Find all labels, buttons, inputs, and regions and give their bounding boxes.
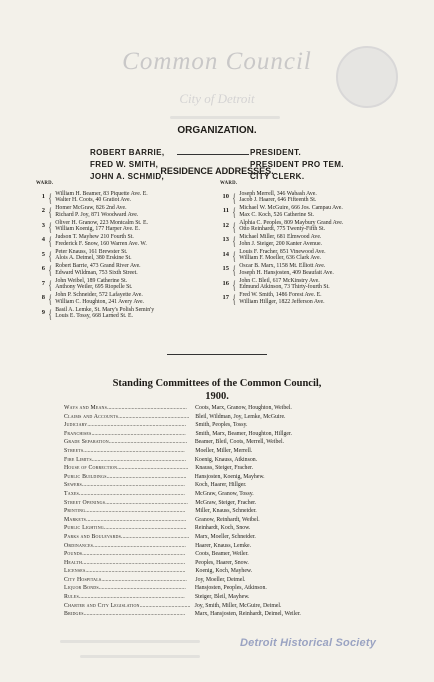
ward-members [55, 205, 138, 218]
committee-name: Liquor Bonds [64, 585, 99, 592]
committee-name: Street Openings [64, 499, 106, 506]
committee-name: Franchises [64, 430, 92, 437]
ward-members [55, 249, 131, 262]
committee-row [64, 610, 394, 619]
committee-name: Printing [64, 508, 86, 515]
divider [167, 354, 267, 355]
masthead-title: Common Council [122, 48, 312, 75]
residence-column-left [36, 181, 226, 321]
committee-name: Pounds [64, 551, 83, 558]
ward-members [55, 263, 140, 276]
ward-number: 15 [222, 265, 229, 273]
divider [177, 154, 249, 155]
leader-dots: ....................................................... [106, 473, 187, 480]
ward-members [55, 191, 147, 204]
committee-name: Fire Limits [64, 456, 92, 463]
ward-entry [220, 220, 420, 233]
member-address: Jacob J. Haarer, 646 Fifteenth St. [239, 197, 317, 204]
committee-members: McGraw, Granow, Tossy. [195, 490, 254, 497]
committee-row [64, 584, 394, 593]
leader-dots: ....................................................................... [82, 551, 186, 558]
ward-entry [36, 249, 226, 262]
ward-number: 17 [222, 294, 229, 302]
committee-name: Charter and City Legislation [64, 602, 140, 609]
brace-icon: { [232, 262, 236, 278]
committee-name: Bridges [64, 611, 84, 618]
brace-icon: { [48, 262, 52, 278]
member-address: William Hillger, 1822 Jefferson Ave. [239, 298, 325, 305]
officer-row [90, 147, 360, 159]
masthead-subtitle: City of Detroit [179, 91, 255, 106]
committee-row [64, 473, 394, 482]
member-address: Basil A. Lemke, St. Mary's Polish Semin'y [55, 306, 155, 313]
leader-dots: ......................................................... [103, 525, 187, 532]
residence-column-right [220, 181, 420, 307]
committee-row [64, 559, 394, 568]
brace-icon: { [232, 204, 236, 220]
committee-row [64, 524, 394, 533]
committee-row [64, 567, 394, 576]
leader-dots: ..................................................................... [85, 508, 186, 515]
leader-dots: ................................................................ [93, 542, 186, 549]
committee-row [64, 576, 394, 585]
leader-dots: ......................................................................... [79, 490, 185, 497]
officer-title: PRESIDENT. [250, 148, 302, 157]
ward-entry [220, 191, 420, 204]
ward-entry [36, 220, 226, 233]
committee-members: Hansjosten, Koenig, Mayhew. [194, 473, 265, 480]
committee-members: Joy, Moeller, Deimel. [195, 576, 246, 583]
brace-icon: { [48, 276, 52, 292]
committee-members: Beamer, Bleil, Coots, Merrell, Weibel. [194, 439, 284, 446]
committee-row [64, 507, 394, 516]
member-address: Alphia C. Peoples, 809 Maybury Grand Ave. [239, 219, 344, 226]
committee-members: Marx, Hansjosten, Reinhardt, Deimel, Weiler. [194, 611, 301, 618]
bleed-through [80, 655, 200, 658]
member-address: William F. Moeller, 636 Clark Ave. [239, 255, 321, 262]
member-address: Frederick F. Snow, 160 Warren Ave. W. [55, 240, 147, 247]
standing-heading-year: 1900. [205, 391, 229, 402]
committee-members: Bleil, Wildman, Joy, Lemke, McGuire. [195, 413, 286, 420]
brace-icon: { [232, 291, 236, 307]
ward-members [239, 263, 334, 276]
committee-members: Miller, Knauss, Schneider. [195, 508, 257, 515]
member-address: Oliver H. Granow, 223 Montcalm St. E. [55, 219, 148, 226]
officer-name: JOHN A. SCHMID, [90, 172, 165, 181]
committee-members: Knauss, Steiger, Fracher. [195, 465, 254, 472]
committee-members: Coots, Beamer, Weiler. [195, 551, 249, 558]
ward-members [55, 234, 147, 247]
member-address: Max C. Koch, 526 Catherine St. [239, 211, 314, 218]
ward-entry [36, 205, 226, 218]
leader-dots: ................................... [139, 602, 191, 609]
member-address: William Koenig, 177 Harper Ave. E. [55, 226, 140, 233]
ward-entry [36, 292, 226, 305]
ward-entry [220, 292, 420, 305]
ward-entry [220, 263, 420, 276]
committee-members: Hansjosten, Peoples, Atkinson. [194, 585, 267, 592]
committee-members: Steiger, Bleil, Mayhew. [194, 594, 250, 601]
member-address: Richard P. Joy, 871 Woodward Ave. [55, 211, 139, 218]
ward-members [239, 278, 329, 291]
leader-dots: ............................................................ [98, 585, 186, 592]
officer-title: PRESIDENT PRO TEM. [250, 160, 344, 169]
committee-row [64, 550, 394, 559]
leader-dots: ......................................................... [105, 499, 188, 506]
bleed-through [170, 116, 280, 119]
member-address: Peter Knauss, 161 Brewster St. [55, 248, 128, 255]
member-address: Joseph H. Hansjosten, 409 Beaufait Ave. [239, 269, 334, 276]
committee-name: Taxes [64, 490, 79, 497]
committee-row [64, 490, 394, 499]
brace-icon: { [48, 291, 52, 307]
member-address: Fred W. Smith, 1486 Forest Ave. E. [239, 292, 322, 298]
ward-members [239, 220, 343, 233]
committee-row [64, 404, 394, 413]
ward-entry [36, 234, 226, 247]
leader-dots: .................................................................... [87, 422, 186, 429]
ward-members [55, 278, 132, 291]
leader-dots: ...................................................................... [83, 611, 186, 618]
committee-row [64, 447, 394, 456]
ward-number: 9 [41, 308, 45, 316]
brace-icon: { [48, 189, 52, 205]
leader-dots: ......................................................................... [78, 594, 185, 601]
committee-row [64, 533, 394, 542]
committee-name: Streets [64, 447, 84, 454]
committee-row [64, 430, 394, 439]
committee-members: Koenig, Koch, Mayhew. [195, 568, 253, 575]
ward-number: 4 [41, 236, 45, 244]
ward-entry [36, 263, 226, 276]
brace-icon: { [48, 218, 52, 234]
committee-name: Claims and Accounts [64, 413, 119, 420]
leader-dots: ............................................... [121, 533, 190, 540]
committee-name: Rules [64, 594, 79, 601]
committee-members: Smith, Marx, Beamer, Houghton, Hillger. [195, 430, 292, 437]
committee-row [64, 464, 394, 473]
brace-icon: { [48, 247, 52, 263]
committee-name: Ordinances [64, 542, 94, 549]
leader-dots: ..................................................................... [85, 568, 186, 575]
committee-name: Markets [64, 516, 87, 523]
leader-dots: ........................................................... [101, 576, 187, 583]
leader-dots: ...................................................................... [83, 447, 185, 454]
committee-row [64, 481, 394, 490]
leader-dots: ....................................................................... [81, 482, 185, 489]
member-address: Robert Barrie, 473 Grand River Ave. [55, 263, 141, 269]
committee-members: Koch, Haarer, Hillger. [194, 482, 247, 489]
committee-name: Judiciary [64, 422, 88, 429]
leader-dots: ................................................................. [91, 456, 186, 463]
committee-members: Koenig, Knauss, Atkinson. [194, 456, 258, 463]
member-address: Anthony Weiler, 695 Riopelle St. [55, 284, 133, 291]
committee-name: House of Correction [64, 465, 118, 472]
committee-members: Granow, Reinhardt, Weibel. [195, 516, 260, 523]
committee-members: Marx, Moeller, Schneider. [195, 533, 256, 540]
leader-dots: ................................................. [118, 413, 190, 420]
officer-name: FRED W. SMITH, [90, 160, 159, 169]
brace-icon: { [232, 189, 236, 205]
residence-heading: RESIDENCE ADDRESSES. [160, 166, 274, 176]
bleed-through [60, 640, 200, 643]
ward-number: 1 [41, 192, 45, 200]
member-address: Louis F. Fracher, 851 Vinewood Ave. [239, 248, 326, 255]
committee-row [64, 421, 394, 430]
leader-dots: ....................................................................... [82, 559, 186, 566]
ward-number: 6 [41, 265, 45, 273]
ward-number: 13 [222, 236, 229, 244]
leader-dots: ................................................. [117, 465, 189, 472]
committee-row [64, 413, 394, 422]
ward-entry [36, 307, 226, 320]
city-seal-icon [336, 46, 398, 108]
brace-icon: { [232, 233, 236, 249]
ward-number: 3 [41, 221, 45, 229]
ward-members [239, 205, 343, 218]
member-address: Homer McGraw, 826 2nd Ave. [55, 205, 127, 211]
committee-row [64, 593, 394, 602]
ward-entry [220, 278, 420, 291]
officer-name: ROBERT BARRIE, [90, 148, 165, 157]
committee-members: Moeller, Miller, Merrell. [195, 447, 253, 454]
member-address: Alois A. Deimel, 380 Erskine St. [55, 255, 132, 262]
watermark-text: Detroit Historical Society [240, 637, 377, 649]
ward-number: 14 [222, 250, 229, 258]
committee-members: Haarer, Knauss, Lemke. [195, 542, 252, 549]
committee-row [64, 602, 394, 611]
committee-name: Public Lighting [64, 525, 104, 532]
committee-name: Public Buildings [64, 473, 107, 480]
committee-name: City Hospitals [64, 576, 102, 583]
brace-icon: { [48, 305, 52, 321]
member-address: Judson T. Mayhew 210 Fourth St. [55, 234, 134, 240]
member-address: Louis E. Tossy, 668 Larned St. E. [55, 313, 133, 320]
standing-committees-heading [0, 377, 434, 403]
ward-label: WARD. [36, 181, 54, 186]
ward-members [239, 292, 324, 305]
leader-dots: ..................................................................... [86, 516, 187, 523]
committee-row [64, 542, 394, 551]
member-address: Michael Miller, 681 Elmwood Ave. [239, 234, 322, 240]
committee-members: Joy, Smith, Miller, McGuire, Deimel. [194, 602, 282, 609]
committee-row [64, 438, 394, 447]
member-address: Edward Wildman, 753 Sixth Street. [55, 269, 138, 276]
ward-members [239, 249, 325, 262]
brace-icon: { [232, 218, 236, 234]
ward-entry [36, 191, 226, 204]
committee-name: Sewers [64, 482, 82, 489]
member-address: John C. Bleil, 617 McKinstry Ave. [239, 277, 320, 284]
ward-label: WARD. [220, 181, 238, 186]
committee-name: Licenses [64, 568, 86, 575]
committee-row [64, 499, 394, 508]
brace-icon: { [48, 233, 52, 249]
committee-row [64, 516, 394, 525]
member-address: Walter H. Coots, 40 Gratiot Ave. [55, 197, 131, 204]
officer-title: CITY CLERK. [250, 172, 305, 181]
ward-entry [220, 205, 420, 218]
committee-members: Peoples, Haarer, Snow. [195, 559, 249, 566]
brace-icon: { [48, 204, 52, 220]
ward-number: 7 [41, 279, 45, 287]
member-address: Joseph Merrell, 346 Wabash Ave. [239, 190, 317, 197]
member-address: John Weibel, 189 Catherine St. [55, 277, 128, 284]
ward-members [239, 234, 322, 247]
ward-members [239, 191, 317, 204]
ward-members [55, 220, 148, 233]
committee-members: McGraw, Steiger, Fracher. [195, 499, 257, 506]
ward-number: 10 [222, 192, 229, 200]
leader-dots: ...................................................... [108, 439, 188, 446]
committee-members: Coots, Marx, Granow, Houghton, Weibel. [195, 405, 292, 411]
committee-name: Parks and Boulevards [64, 533, 122, 540]
committee-name: Ways and Means [64, 405, 108, 411]
member-address: John J. Steiger, 200 Kanter Avenue. [239, 240, 322, 247]
committee-row [64, 456, 394, 465]
member-address: Edmund Atkinson, 73 Thirty-fourth St. [239, 284, 330, 291]
member-address: Oscar B. Marx, 1158 Mt. Elliott Ave. [239, 263, 326, 269]
member-address: John P. Schneider, 572 Lafayette Ave. [55, 292, 143, 298]
leader-dots: ................................................................. [91, 430, 186, 437]
ward-number: 12 [222, 221, 229, 229]
ward-entry [220, 234, 420, 247]
organization-heading: ORGANIZATION. [177, 125, 257, 136]
ward-entry [36, 278, 226, 291]
brace-icon: { [232, 276, 236, 292]
member-address: Michael W. McGuire, 666 Jos. Campau Ave. [239, 205, 343, 211]
ward-number: 5 [41, 250, 45, 258]
ward-number: 8 [41, 294, 45, 302]
committee-members: Reinhardt, Koch, Snow. [194, 525, 251, 532]
brace-icon: { [232, 247, 236, 263]
leader-dots: ....................................................... [107, 405, 187, 411]
ward-members [55, 292, 144, 305]
officers-list [90, 147, 360, 183]
committee-list [64, 404, 394, 619]
ward-members [55, 307, 154, 320]
committee-members: Smith, Peoples, Tossy. [195, 422, 248, 429]
committee-name: Health [64, 559, 83, 566]
committee-name: Grade Separation [64, 439, 109, 446]
ward-number: 2 [41, 207, 45, 215]
standing-heading-text: Standing Committees of the Common Council, [112, 378, 322, 389]
ward-entry [220, 249, 420, 262]
ward-number: 11 [222, 207, 229, 215]
member-address: William C. Houghton, 241 Avery Ave. [55, 298, 144, 305]
member-address: Otto Reinhardt, 775 Twenty-Fifth St. [239, 226, 326, 233]
member-address: William H. Beamer, 83 Piquette Ave. E. [55, 190, 148, 197]
ward-number: 16 [222, 279, 229, 287]
